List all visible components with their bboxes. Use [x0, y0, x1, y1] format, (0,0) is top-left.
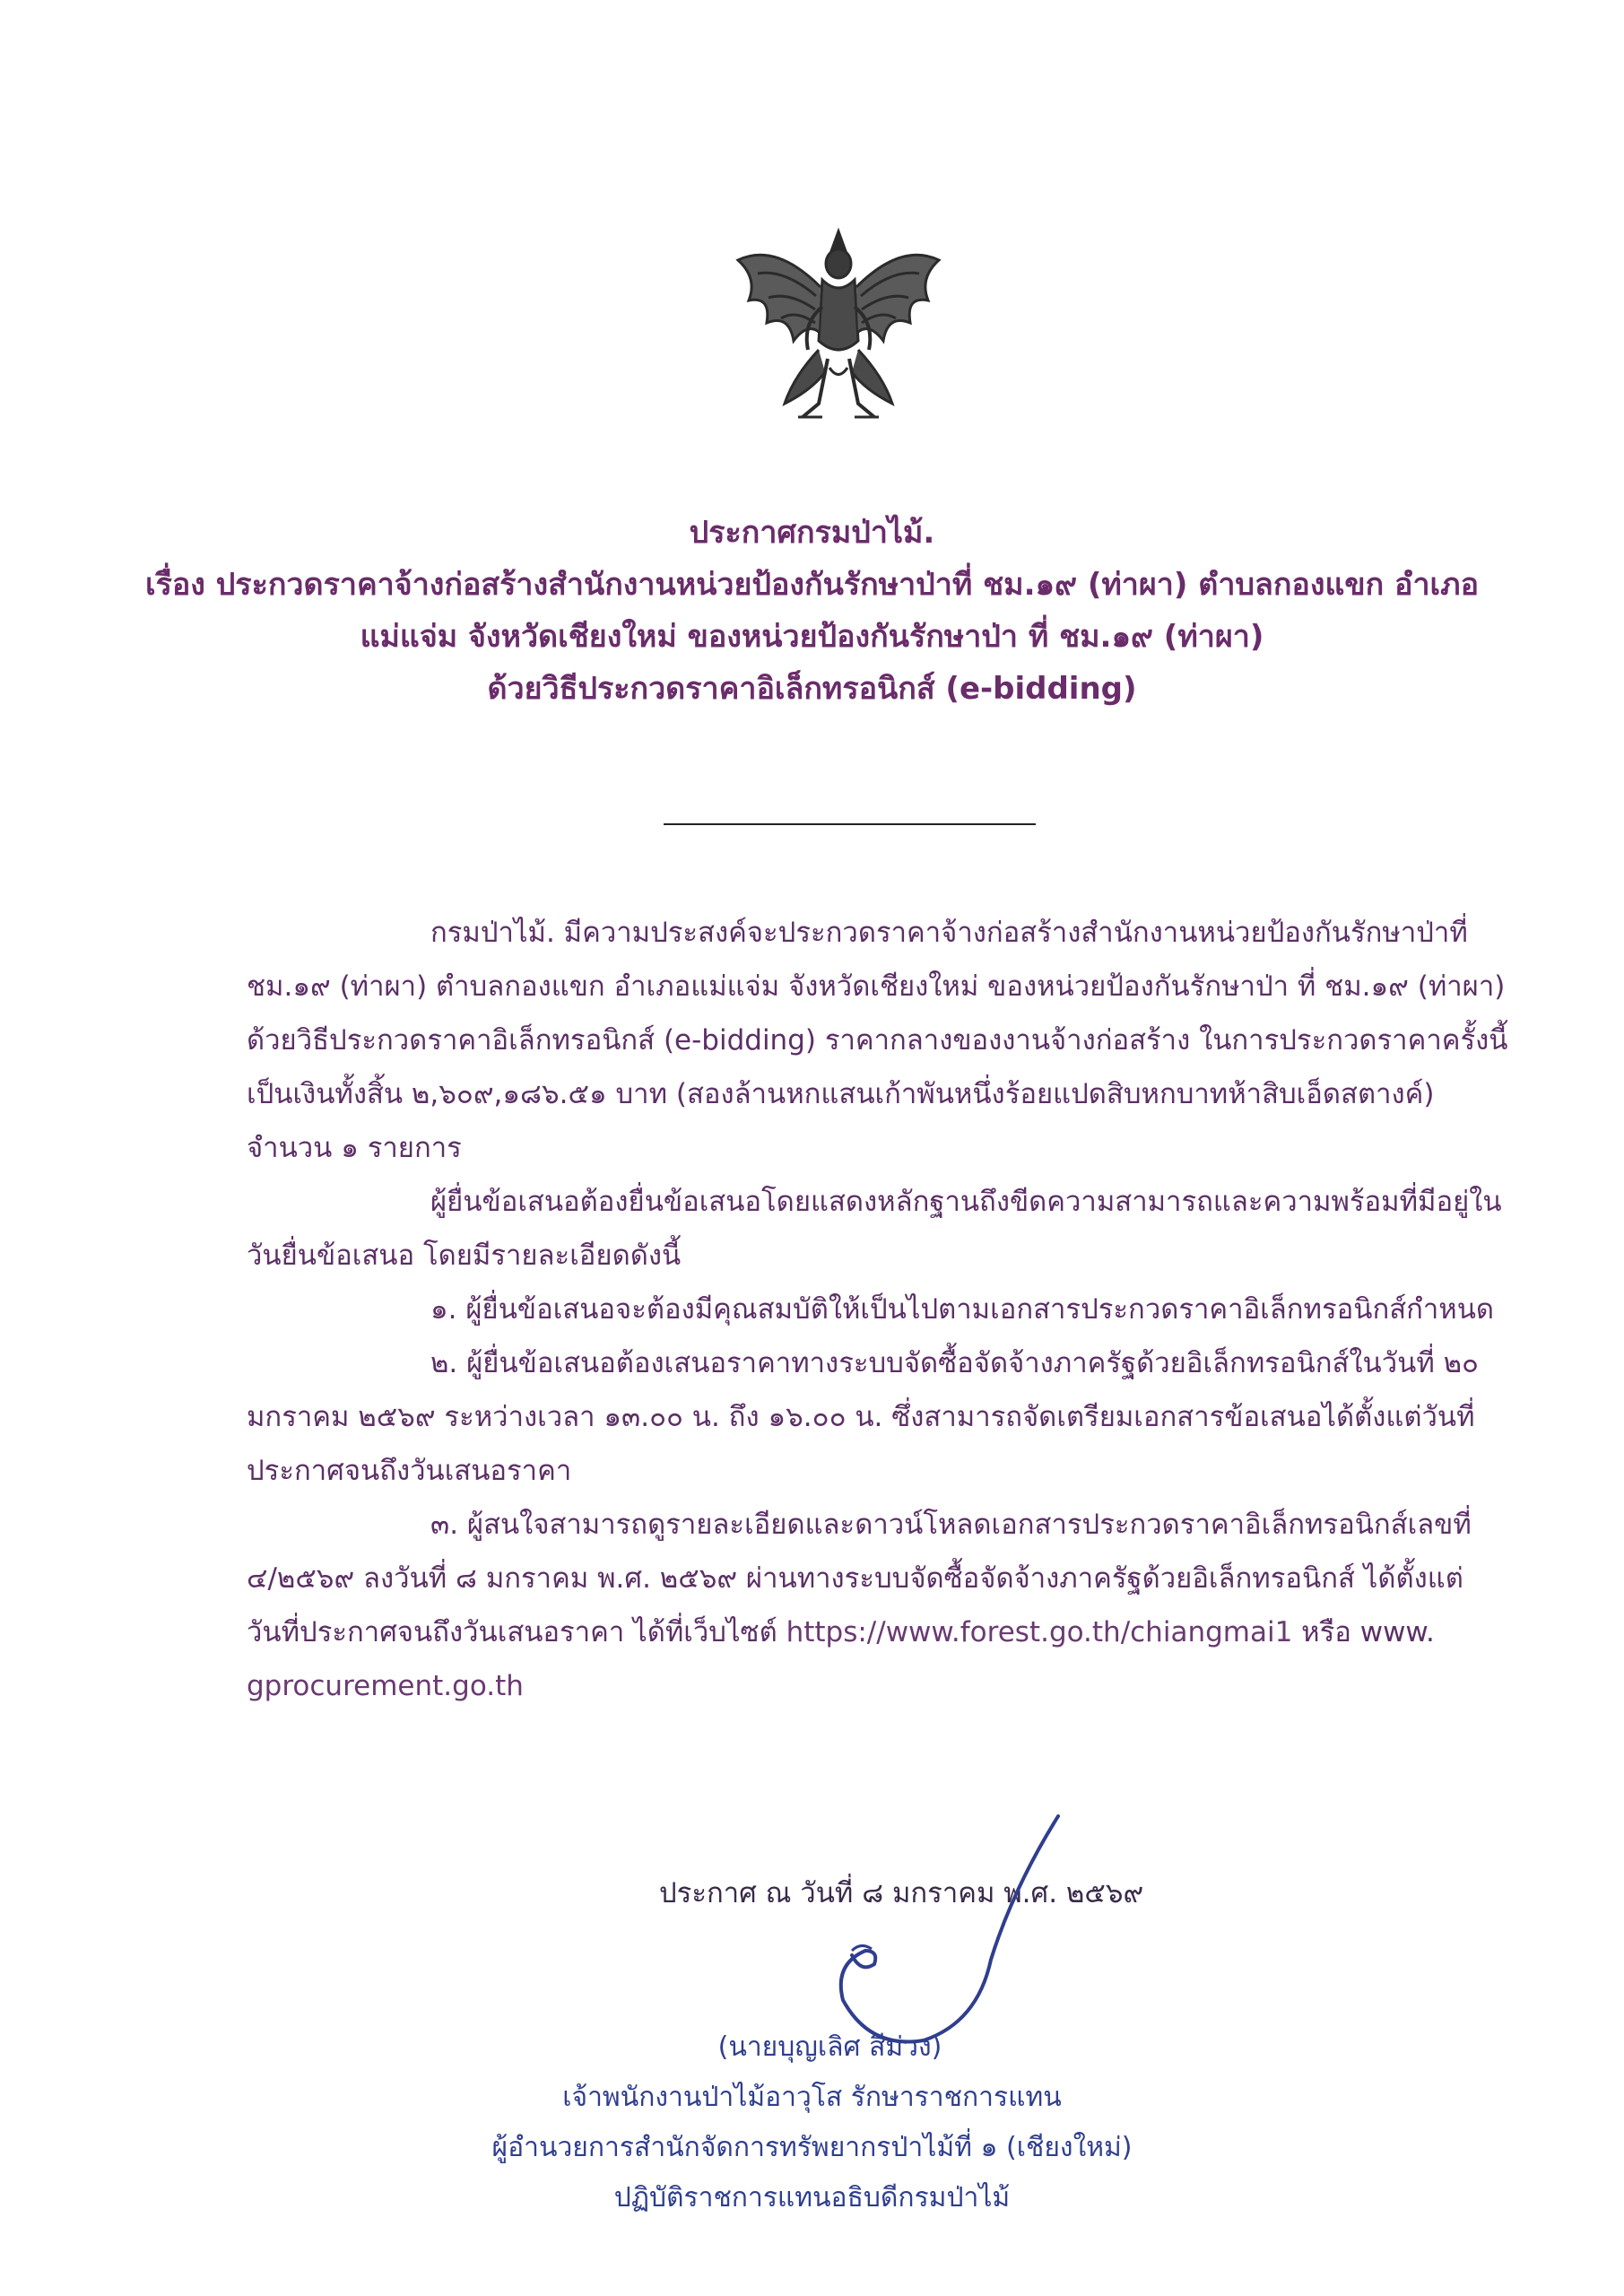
- paragraph1-line-2: ชม.๑๙ (ท่าผา) ตำบลกองแขก อำเภอแม่แจ่ม จังหวัดเชียงใหม่ ของหน่วยป้องกันรักษาป่า ที่ ชม.๑๙ (ท่าผา): [247, 970, 1506, 1003]
- paragraph1-line-3: ด้วยวิธีประกวดราคาอิเล็กทรอนิกส์ (e-bidding) ราคากลางของงานจ้างก่อสร้าง ในการประกวดราคาครั้งนี้: [247, 1024, 1508, 1057]
- item3-line-4: [247, 1659, 1444, 1713]
- subject-line-2: แม่แจ่ม จังหวัดเชียงใหม่ ของหน่วยป้องกันรักษาป่า ที่ ชม.๑๙ (ท่าผา): [360, 619, 1264, 655]
- issuer-title: ประกาศกรมป่าไม้.: [689, 515, 935, 551]
- subject-line-3: ด้วยวิธีประกวดราคาอิเล็กทรอนิกส์ (e-bidding): [487, 671, 1137, 707]
- item3-line-3: [247, 1605, 1444, 1659]
- announcement-date: ประกาศ ณ วันที่ ๘ มกราคม พ.ศ. ๒๕๖๙: [659, 1877, 1144, 1909]
- item3-text: วันที่ประกาศจนถึงวันเสนอราคา ได้ที่เว็บไซต์: [247, 1616, 786, 1648]
- paragraph2-line-2: วันยื่นข้อเสนอ โดยมีรายละเอียดดังนี้: [247, 1239, 682, 1272]
- signer-block: [0, 2022, 1624, 2223]
- item3-line-2: ๔/๒๕๖๙ ลงวันที่ ๘ มกราคม พ.ศ. ๒๕๖๙ ผ่านทางระบบจัดซื้อจัดจ้างภาครัฐด้วยอิเล็กทรอนิกส์ ได้ตั้งแต่: [247, 1562, 1463, 1595]
- signer-name: (นายบุญเลิศ สีม่วง): [717, 2031, 942, 2063]
- item3-line-1: ๓. ผู้สนใจสามารถดูรายละเอียดและดาวน์โหลดเอกสารประกวดราคาอิเล็กทรอนิกส์เลขที่: [430, 1509, 1472, 1541]
- subject-line-1: เรื่อง ประกวดราคาจ้างก่อสร้างสำนักงานหน่วยป้องกันรักษาป่าที่ ชม.๑๙ (ท่าผา) ตำบลกองแขก อำเภอ: [144, 567, 1479, 603]
- garuda-emblem-icon: [722, 224, 955, 439]
- paragraph1-line-4: เป็นเงินทั้งสิ้น ๒,๖๐๙,๑๘๖.๕๑ บาท (สองล้านหกแสนเก้าพันหนึ่งร้อยแปดสิบหกบาทห้าสิบเอ็ดสตางค์): [247, 1078, 1435, 1110]
- document-body: [247, 906, 1508, 1713]
- heading-divider: [664, 823, 1036, 825]
- document-heading: [0, 507, 1624, 715]
- paragraph1-line-5: จำนวน ๑ รายการ: [247, 1132, 462, 1164]
- gprocurement-website-link[interactable]: gprocurement.go.th: [247, 1670, 524, 1702]
- item2-line-1: ๒. ผู้ยื่นข้อเสนอต้องเสนอราคาทางระบบจัดซื้อจัดจ้างภาครัฐด้วยอิเล็กทรอนิกส์ในวันที่ ๒๐: [430, 1347, 1479, 1379]
- paragraph1-line-1: กรมป่าไม้. มีความประสงค์จะประกวดราคาจ้างก่อสร้างสำนักงานหน่วยป้องกันรักษาป่าที่: [430, 917, 1468, 949]
- item3-or-text: หรือ www.: [1292, 1616, 1435, 1648]
- signer-title-1: เจ้าพนักงานป่าไม้อาวุโส รักษาราชการแทน: [562, 2082, 1062, 2113]
- signer-title-3: ปฏิบัติราชการแทนอธิบดีกรมป่าไม้: [613, 2182, 1011, 2213]
- item2-line-2: มกราคม ๒๕๖๙ ระหว่างเวลา ๑๓.๐๐ น. ถึง ๑๖.๐๐ น. ซึ่งสามารถจัดเตรียมเอกสารข้อเสนอได้ตั้งแต่วันที่: [247, 1401, 1475, 1433]
- item2-line-3: ประกาศจนถึงวันเสนอราคา: [247, 1455, 572, 1487]
- signer-title-2: ผู้อำนวยการสำนักจัดการทรัพยากรป่าไม้ที่ ๑ (เชียงใหม่): [491, 2132, 1133, 2163]
- paragraph2-line-1: ผู้ยื่นข้อเสนอต้องยื่นข้อเสนอโดยแสดงหลักฐานถึงขีดความสามารถและความพร้อมที่มีอยู่ใน: [430, 1186, 1502, 1218]
- item1-line: ๑. ผู้ยื่นข้อเสนอจะต้องมีคุณสมบัติให้เป็นไปตามเอกสารประกวดราคาอิเล็กทรอนิกส์กำหนด: [430, 1293, 1495, 1326]
- forest-website-link[interactable]: https://www.forest.go.th/chiangmai1: [786, 1616, 1293, 1648]
